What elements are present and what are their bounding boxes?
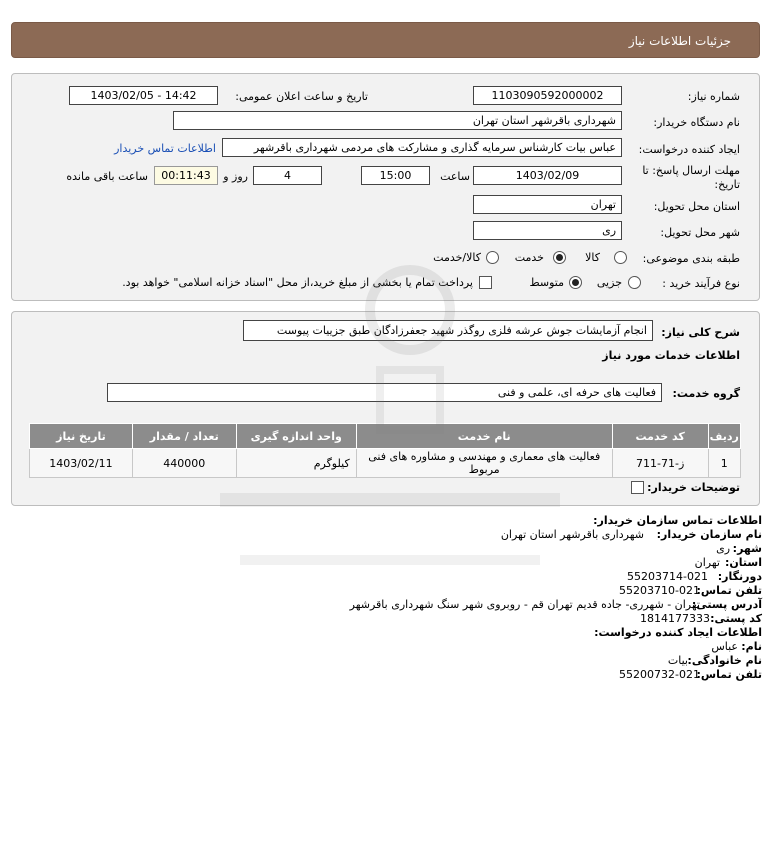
creator-phone-label: تلفن تماس:	[696, 668, 762, 681]
page-title: جزئیات اطلاعات نیاز	[628, 34, 731, 48]
col-header-name: نام خدمت	[356, 424, 612, 449]
cell-name: فعالیت های معماری و مهندسی و مشاوره های فنی مربوط	[356, 449, 612, 478]
col-header-date: تاریخ نیاز	[30, 424, 133, 449]
process-radio-medium[interactable]	[569, 276, 582, 289]
service-group-field[interactable]: فعالیت های حرفه ای، علمی و فنی	[107, 383, 662, 402]
category-option-service: خدمت	[514, 251, 544, 264]
buyer-org-field[interactable]: شهرداری باقرشهر استان تهران	[173, 111, 622, 130]
announce-field[interactable]: 1403/02/05 - 14:42	[69, 86, 218, 105]
days-label: روز و	[223, 170, 248, 183]
remaining-label: ساعت باقی مانده	[66, 170, 148, 183]
cell-unit: کیلوگرم	[236, 449, 356, 478]
contact-city-label: شهر:	[732, 542, 762, 555]
category-option-goods: کالا	[585, 251, 600, 264]
category-radio-goods[interactable]	[614, 251, 627, 264]
announce-label: تاریخ و ساعت اعلان عمومی:	[235, 90, 368, 103]
services-title: اطلاعات خدمات مورد نیاز	[602, 349, 740, 362]
creator-last-name: بیات	[667, 654, 688, 667]
description-label: شرح کلی نیاز:	[661, 326, 740, 339]
process-option-medium: متوسط	[529, 276, 564, 289]
need-number-label: شماره نیاز:	[687, 90, 740, 103]
buyer-contact-link[interactable]: اطلاعات تماس خریدار	[114, 142, 216, 155]
contact-org: شهرداری باقرشهر استان تهران	[500, 528, 644, 541]
creator-first-name-label: نام:	[741, 640, 762, 653]
cell-quantity: 440000	[132, 449, 236, 478]
deadline-date-label: تاریخ:	[714, 178, 740, 191]
contact-org-label: نام سازمان خریدار:	[656, 528, 762, 541]
contact-province: تهران	[694, 556, 720, 569]
contact-city: ری	[716, 542, 730, 555]
buyer-org-label: نام دستگاه خریدار:	[653, 116, 740, 129]
contact-title: اطلاعات تماس سازمان خریدار:	[593, 514, 762, 527]
creator-last-name-label: نام خانوادگی:	[687, 654, 762, 667]
services-table	[29, 423, 741, 478]
province-label: استان محل تحویل:	[653, 200, 740, 213]
cell-code: ز-71-711	[612, 449, 708, 478]
contact-postal-label: کد پستی:	[710, 612, 762, 625]
category-radio-goods-service[interactable]	[486, 251, 499, 264]
category-option-goods-service: کالا/خدمت	[433, 251, 481, 264]
description-field[interactable]: انجام آزمایشات جوش عرشه فلزی روگذر شهید جعفرزادگان طبق جزییات پیوست	[243, 320, 653, 341]
need-number-field[interactable]: 1103090592000002	[473, 86, 622, 105]
remaining-time-field: 00:11:43	[154, 166, 218, 185]
creator-first-name: عباس	[711, 640, 738, 653]
treasury-payment-checkbox[interactable]	[479, 276, 492, 289]
payment-note: پرداخت تمام یا بخشی از مبلغ خرید،از محل "اسناد خزانه اسلامی" خواهد بود.	[122, 276, 473, 289]
creator-field[interactable]: عباس بیات کارشناس سرمایه گذاری و مشارکت های مردمی شهرداری باقرشهر	[222, 138, 622, 157]
creator-phone: 55200732-021	[619, 668, 700, 681]
contact-address: تهران - شهرری- جاده قدیم تهران قم - روبروی شهر سنگ شهرداری باقرشهر	[349, 598, 700, 611]
contact-phone-label: تلفن تماس:	[696, 584, 762, 597]
contact-province-label: استان:	[725, 556, 762, 569]
cell-date: 1403/02/11	[30, 449, 133, 478]
contact-fax-label: دورنگار:	[717, 570, 762, 583]
cell-row: 1	[708, 449, 740, 478]
need-info-panel	[11, 73, 760, 301]
city-label: شهر محل تحویل:	[660, 226, 740, 239]
city-field[interactable]: ری	[473, 221, 622, 240]
contact-fax: 55203714-021	[627, 570, 708, 583]
creator-info-title: اطلاعات ایجاد کننده درخواست:	[594, 626, 762, 639]
category-radio-service[interactable]	[553, 251, 566, 264]
col-header-row: ردیف	[708, 424, 740, 449]
process-option-minor: جزیی	[596, 276, 622, 289]
contact-phone: 55203710-021	[619, 584, 700, 597]
buyer-notes-label: توضیحات خریدار:	[647, 481, 740, 494]
deadline-time-field[interactable]: 15:00	[361, 166, 430, 185]
col-header-unit: واحد اندازه گیری	[236, 424, 356, 449]
category-label: طبقه بندی موضوعی:	[642, 252, 740, 265]
province-field[interactable]: تهران	[473, 195, 622, 214]
col-header-code: کد خدمت	[612, 424, 708, 449]
col-header-quantity: تعداد / مقدار	[132, 424, 236, 449]
contact-postal: 1814177333	[640, 612, 710, 625]
buyer-notes-checkbox[interactable]	[631, 481, 644, 494]
creator-label: ایجاد کننده درخواست:	[638, 143, 740, 156]
process-radio-minor[interactable]	[628, 276, 641, 289]
table-row	[30, 449, 741, 478]
process-label: نوع فرآیند خرید :	[662, 277, 740, 290]
deadline-time-label: ساعت	[440, 170, 470, 183]
days-field[interactable]: 4	[253, 166, 322, 185]
service-group-label: گروه خدمت:	[672, 387, 740, 400]
contact-address-label: آدرس پستی:	[691, 598, 762, 611]
deadline-date-field[interactable]: 1403/02/09	[473, 166, 622, 185]
page-header	[11, 22, 760, 58]
deadline-label: مهلت ارسال پاسخ: تا	[642, 164, 740, 177]
